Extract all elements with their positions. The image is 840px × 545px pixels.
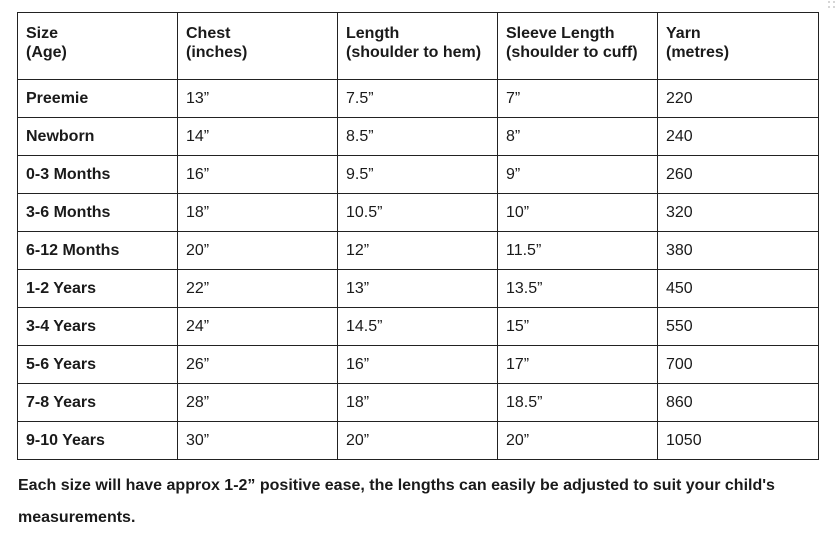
size-chart-table xyxy=(17,12,819,460)
size-cell: 9-10 Years xyxy=(18,422,178,460)
header-length-title: Length xyxy=(346,25,400,42)
yarn-cell: 380 xyxy=(658,232,819,270)
sleeve-cell: 20” xyxy=(498,422,658,460)
table-row xyxy=(18,156,819,194)
length-cell: 9.5” xyxy=(338,156,498,194)
table-body xyxy=(18,80,819,460)
size-cell: 0-3 Months xyxy=(18,156,178,194)
length-cell: 18” xyxy=(338,384,498,422)
header-size-subtitle: (Age) xyxy=(26,44,67,61)
sleeve-cell: 9” xyxy=(498,156,658,194)
length-cell: 7.5” xyxy=(338,80,498,118)
table-row xyxy=(18,194,819,232)
chest-cell: 16” xyxy=(178,156,338,194)
header-yarn-subtitle: (metres) xyxy=(666,44,730,61)
chest-cell: 20” xyxy=(178,232,338,270)
sleeve-cell: 10” xyxy=(498,194,658,232)
yarn-cell: 220 xyxy=(658,80,819,118)
yarn-cell: 320 xyxy=(658,194,819,232)
length-cell: 8.5” xyxy=(338,118,498,156)
table-row xyxy=(18,346,819,384)
table-row xyxy=(18,80,819,118)
chest-cell: 26” xyxy=(178,346,338,384)
length-cell: 10.5” xyxy=(338,194,498,232)
length-cell: 13” xyxy=(338,270,498,308)
table-row xyxy=(18,118,819,156)
chest-cell: 22” xyxy=(178,270,338,308)
size-cell: 3-4 Years xyxy=(18,308,178,346)
table-header xyxy=(18,13,819,80)
length-cell: 20” xyxy=(338,422,498,460)
chest-cell: 14” xyxy=(178,118,338,156)
header-length xyxy=(338,13,498,80)
sleeve-cell: 18.5” xyxy=(498,384,658,422)
length-cell: 12” xyxy=(338,232,498,270)
yarn-cell: 240 xyxy=(658,118,819,156)
header-size xyxy=(18,13,178,80)
size-cell: 3-6 Months xyxy=(18,194,178,232)
chest-cell: 18” xyxy=(178,194,338,232)
sleeve-cell: 7” xyxy=(498,80,658,118)
chest-cell: 13” xyxy=(178,80,338,118)
length-cell: 16” xyxy=(338,346,498,384)
ease-note: Each size will have approx 1-2” positive ease, the lengths can easily be adjusted to suit your child's measurements. xyxy=(18,477,775,526)
header-sleeve-length xyxy=(498,13,658,80)
table-row xyxy=(18,308,819,346)
yarn-cell: 450 xyxy=(658,270,819,308)
header-yarn-title: Yarn xyxy=(666,25,701,42)
header-chest-subtitle: (inches) xyxy=(186,44,248,61)
yarn-cell: 860 xyxy=(658,384,819,422)
sleeve-cell: 15” xyxy=(498,308,658,346)
table-row xyxy=(18,422,819,460)
size-cell: Newborn xyxy=(18,118,178,156)
size-cell: 7-8 Years xyxy=(18,384,178,422)
chest-cell: 28” xyxy=(178,384,338,422)
header-length-subtitle: (shoulder to hem) xyxy=(346,44,482,61)
sleeve-cell: 17” xyxy=(498,346,658,384)
sleeve-cell: 11.5” xyxy=(498,232,658,270)
size-cell: 6-12 Months xyxy=(18,232,178,270)
length-cell: 14.5” xyxy=(338,308,498,346)
header-chest-title: Chest xyxy=(186,25,231,42)
yarn-cell: 1050 xyxy=(658,422,819,460)
size-cell: 1-2 Years xyxy=(18,270,178,308)
yarn-cell: 550 xyxy=(658,308,819,346)
sleeve-cell: 13.5” xyxy=(498,270,658,308)
header-row xyxy=(18,13,819,80)
header-yarn xyxy=(658,13,819,80)
header-chest xyxy=(178,13,338,80)
table-row xyxy=(18,232,819,270)
table-row xyxy=(18,384,819,422)
yarn-cell: 260 xyxy=(658,156,819,194)
header-sleeve-subtitle: (shoulder to cuff) xyxy=(506,44,638,61)
corner-grip-icon xyxy=(827,0,837,10)
size-cell: Preemie xyxy=(18,80,178,118)
size-cell: 5-6 Years xyxy=(18,346,178,384)
chest-cell: 30” xyxy=(178,422,338,460)
table-row xyxy=(18,270,819,308)
sleeve-cell: 8” xyxy=(498,118,658,156)
header-size-title: Size xyxy=(26,25,59,42)
chest-cell: 24” xyxy=(178,308,338,346)
header-sleeve-title: Sleeve Length xyxy=(506,25,615,42)
yarn-cell: 700 xyxy=(658,346,819,384)
